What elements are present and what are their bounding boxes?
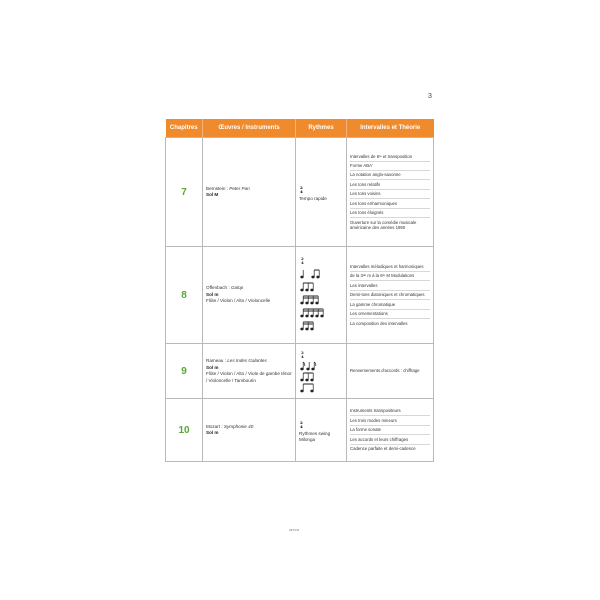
theory-item: Les accords et leurs chiffrages [350,435,430,444]
theory-cell [347,138,434,247]
chapter-number: 8 [166,247,203,344]
key-signature: Sol m [206,364,219,370]
work-cell [203,247,296,344]
theory-item: Les ornementations [350,310,430,319]
rhythm-cell [296,399,347,462]
rhythm-notation-icon [299,349,343,393]
header-intervalles: Intervalles et Théorie [347,119,434,138]
table-row [166,247,434,344]
rhythm-cell [296,138,347,247]
chapter-number: 7 [166,138,203,247]
footer-code: 2973 M [289,528,300,532]
svg-text:2: 2 [300,419,303,425]
chapter-table [165,119,434,462]
theory-item: La composition des intervalles [350,320,408,326]
svg-text:4: 4 [300,423,303,429]
svg-text:2: 2 [301,350,304,355]
theory-item: de la 3ᵈᵉ m à la 6ᵗᵉ M Modulations [350,272,430,281]
theory-item: Demi-tons diatoniques et chromatiques [350,291,430,300]
theory-item: Forme ABA' [350,162,430,171]
theory-item: La notation anglo-saxonne [350,171,430,180]
table-header-row [166,119,434,138]
theory-item: Les trois modes mineurs [350,416,430,425]
work-title: Peter Pan [229,185,250,191]
theory-item: Les tons relatifs [350,180,430,189]
svg-text:4: 4 [301,260,304,265]
theory-item: La forme sonate [350,426,430,435]
rhythm-notation-icon [299,255,343,335]
theory-cell [347,344,434,399]
rhythm-text: Rythmes swing Milonga [299,430,331,442]
theory-item: La gamme chromatique [350,300,430,309]
chapter-number: 10 [166,399,203,462]
theory-item: Les tons éloignés [350,209,430,218]
composer: Mozart : [206,423,224,429]
rhythm-cell [296,344,347,399]
table-row [166,138,434,247]
key-signature: Sol M [206,192,219,197]
theory-item: Les intervalles [350,281,430,290]
work-cell [203,344,296,399]
instruments: Flûte / Violon / Alto / Viole de gambe ténor / Violoncelle / Tambourin [206,371,292,383]
svg-text:4: 4 [301,354,304,359]
work-title: Galop [230,285,244,291]
composer: Rameau : [206,358,228,363]
svg-text:2: 2 [300,184,303,190]
work-title: Symphonie 40 [223,423,254,429]
rhythm-text: Tempo rapide [299,195,327,201]
work-title: Les Indes Galantes [227,358,267,363]
table-row [166,344,434,399]
rhythm-cell [296,247,347,344]
time-signature-icon [299,185,343,194]
svg-text:4: 4 [300,188,303,194]
table-row [166,399,434,462]
composer: Bernstein : [206,185,230,191]
theory-item: Les tons enharmoniques [350,199,430,208]
theory-item: Renversements d'accords : chiffrage [350,368,420,374]
theory-item: Ouverture sur la comédie musicale américaine des années 1950 [350,219,417,230]
time-signature-icon [299,420,343,429]
work-cell [203,138,296,247]
composer: Offenbach : [206,285,231,291]
theory-item: Instruments transpositeurs [350,407,430,416]
instruments: Flûte / Violon / Alto / Violoncelle [206,298,271,304]
svg-text:2: 2 [301,256,304,261]
theory-item: Cadence parfaite et demi-cadence [350,446,416,452]
theory-item: Les tons voisins [350,190,430,199]
key-signature: Sol m [206,291,219,297]
theory-cell [347,247,434,344]
header-oeuvres: Œuvres / Instruments [203,119,296,138]
page-number: 3 [428,93,432,100]
key-signature: Sol m [206,430,219,435]
header-rythmes: Rythmes [296,119,347,138]
theory-item: Intervalles mélodiques et harmoniques [350,263,430,272]
theory-item: Intervalles de 6ᵗᵉ et transposition [350,152,430,161]
theory-cell [347,399,434,462]
work-cell [203,399,296,462]
header-chapitres: Chapitres [166,119,203,138]
chapter-number: 9 [166,344,203,399]
